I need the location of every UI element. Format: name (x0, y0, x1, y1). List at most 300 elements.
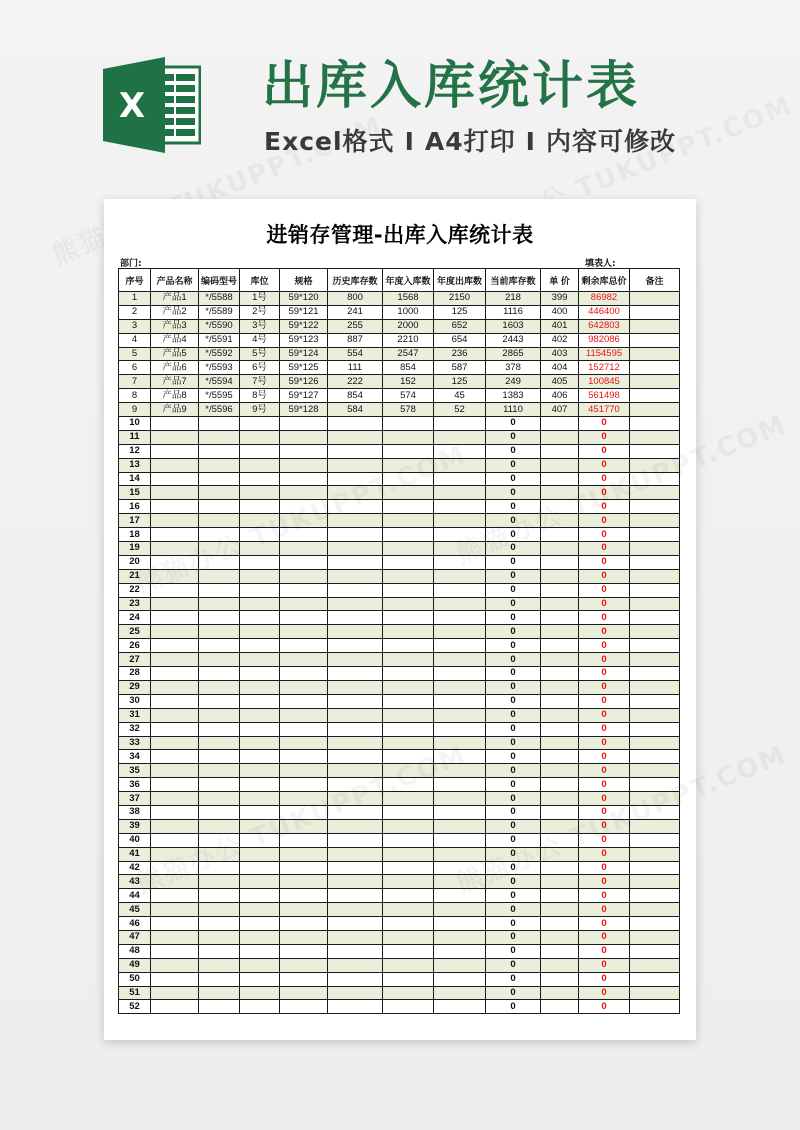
table-cell[interactable] (151, 736, 199, 750)
table-cell[interactable] (383, 903, 434, 917)
table-cell[interactable] (151, 805, 199, 819)
table-cell[interactable] (630, 903, 680, 917)
table-cell[interactable] (630, 708, 680, 722)
column-header[interactable]: 库位 (240, 269, 280, 292)
table-cell[interactable]: 402 (541, 333, 579, 347)
table-cell[interactable]: 0 (486, 667, 541, 681)
table-cell[interactable] (199, 694, 240, 708)
table-cell[interactable]: 59*128 (280, 403, 328, 417)
table-cell[interactable]: 218 (486, 292, 541, 306)
table-cell[interactable] (541, 625, 579, 639)
table-cell[interactable] (199, 611, 240, 625)
table-cell[interactable] (328, 514, 383, 528)
table-cell[interactable] (240, 555, 280, 569)
table-cell[interactable] (630, 778, 680, 792)
table-cell[interactable] (199, 930, 240, 944)
table-cell[interactable] (541, 917, 579, 931)
table-cell[interactable] (434, 542, 486, 556)
table-cell[interactable] (630, 583, 680, 597)
table-cell[interactable] (328, 611, 383, 625)
row-number-cell[interactable]: 12 (119, 444, 151, 458)
table-cell[interactable]: */5592 (199, 347, 240, 361)
table-cell[interactable] (328, 819, 383, 833)
table-cell[interactable] (199, 819, 240, 833)
table-cell[interactable] (151, 764, 199, 778)
row-number-cell[interactable]: 21 (119, 569, 151, 583)
table-cell[interactable] (199, 778, 240, 792)
table-cell[interactable] (328, 472, 383, 486)
table-cell[interactable] (434, 680, 486, 694)
table-cell[interactable]: 400 (541, 305, 579, 319)
table-cell[interactable] (280, 444, 328, 458)
table-cell[interactable] (541, 597, 579, 611)
table-cell[interactable]: 406 (541, 389, 579, 403)
total-value-cell[interactable]: 1154595 (579, 347, 630, 361)
table-cell[interactable]: 0 (486, 764, 541, 778)
table-cell[interactable] (434, 819, 486, 833)
table-cell[interactable] (434, 597, 486, 611)
table-cell[interactable] (199, 708, 240, 722)
table-cell[interactable] (240, 764, 280, 778)
table-cell[interactable] (328, 930, 383, 944)
table-cell[interactable] (151, 694, 199, 708)
table-cell[interactable] (240, 1000, 280, 1014)
table-cell[interactable] (383, 792, 434, 806)
table-cell[interactable] (240, 778, 280, 792)
table-cell[interactable]: 0 (486, 486, 541, 500)
table-cell[interactable] (541, 500, 579, 514)
table-cell[interactable]: 403 (541, 347, 579, 361)
table-cell[interactable] (280, 694, 328, 708)
table-cell[interactable] (151, 722, 199, 736)
table-cell[interactable] (541, 417, 579, 431)
table-cell[interactable]: 854 (383, 361, 434, 375)
table-cell[interactable] (541, 583, 579, 597)
table-cell[interactable] (240, 417, 280, 431)
total-value-cell[interactable]: 0 (579, 417, 630, 431)
table-cell[interactable] (199, 875, 240, 889)
table-cell[interactable] (383, 680, 434, 694)
table-cell[interactable]: 0 (486, 514, 541, 528)
table-cell[interactable] (630, 722, 680, 736)
table-cell[interactable] (151, 542, 199, 556)
table-cell[interactable] (151, 1000, 199, 1014)
table-cell[interactable] (199, 444, 240, 458)
table-cell[interactable]: 1116 (486, 305, 541, 319)
table-cell[interactable]: 0 (486, 583, 541, 597)
table-cell[interactable] (383, 972, 434, 986)
table-cell[interactable] (199, 986, 240, 1000)
row-number-cell[interactable]: 14 (119, 472, 151, 486)
table-cell[interactable] (240, 680, 280, 694)
table-cell[interactable] (541, 903, 579, 917)
total-value-cell[interactable]: 0 (579, 930, 630, 944)
table-cell[interactable] (383, 417, 434, 431)
table-cell[interactable]: 0 (486, 875, 541, 889)
total-value-cell[interactable]: 86982 (579, 292, 630, 306)
table-cell[interactable]: 产品9 (151, 403, 199, 417)
table-cell[interactable] (541, 708, 579, 722)
table-cell[interactable] (151, 528, 199, 542)
column-header[interactable]: 年度入库数 (383, 269, 434, 292)
table-cell[interactable] (199, 458, 240, 472)
row-number-cell[interactable]: 4 (119, 333, 151, 347)
table-cell[interactable] (151, 611, 199, 625)
table-cell[interactable]: 0 (486, 680, 541, 694)
total-value-cell[interactable]: 0 (579, 708, 630, 722)
table-cell[interactable]: 578 (383, 403, 434, 417)
table-cell[interactable] (328, 430, 383, 444)
table-cell[interactable] (240, 917, 280, 931)
row-number-cell[interactable]: 17 (119, 514, 151, 528)
table-cell[interactable] (541, 750, 579, 764)
table-cell[interactable] (199, 847, 240, 861)
row-number-cell[interactable]: 40 (119, 833, 151, 847)
table-cell[interactable] (434, 889, 486, 903)
total-value-cell[interactable]: 0 (579, 847, 630, 861)
table-cell[interactable]: 0 (486, 528, 541, 542)
table-cell[interactable] (630, 944, 680, 958)
table-cell[interactable] (280, 903, 328, 917)
table-cell[interactable] (383, 833, 434, 847)
table-cell[interactable]: 0 (486, 861, 541, 875)
total-value-cell[interactable]: 0 (579, 764, 630, 778)
total-value-cell[interactable]: 0 (579, 639, 630, 653)
table-cell[interactable] (240, 750, 280, 764)
row-number-cell[interactable]: 32 (119, 722, 151, 736)
table-cell[interactable]: 887 (328, 333, 383, 347)
total-value-cell[interactable]: 0 (579, 972, 630, 986)
total-value-cell[interactable]: 0 (579, 694, 630, 708)
table-cell[interactable] (541, 458, 579, 472)
table-cell[interactable]: */5593 (199, 361, 240, 375)
table-cell[interactable] (240, 625, 280, 639)
row-number-cell[interactable]: 36 (119, 778, 151, 792)
table-cell[interactable] (199, 889, 240, 903)
table-cell[interactable] (151, 472, 199, 486)
row-number-cell[interactable]: 20 (119, 555, 151, 569)
total-value-cell[interactable]: 0 (579, 944, 630, 958)
table-cell[interactable]: */5596 (199, 403, 240, 417)
row-number-cell[interactable]: 18 (119, 528, 151, 542)
table-cell[interactable] (328, 569, 383, 583)
row-number-cell[interactable]: 33 (119, 736, 151, 750)
table-cell[interactable]: 产品1 (151, 292, 199, 306)
table-cell[interactable] (280, 625, 328, 639)
table-cell[interactable] (280, 458, 328, 472)
table-cell[interactable]: 0 (486, 472, 541, 486)
table-cell[interactable] (151, 500, 199, 514)
table-cell[interactable] (383, 639, 434, 653)
table-cell[interactable]: 554 (328, 347, 383, 361)
table-cell[interactable] (541, 639, 579, 653)
table-cell[interactable] (383, 708, 434, 722)
table-cell[interactable] (151, 792, 199, 806)
table-cell[interactable] (240, 819, 280, 833)
table-cell[interactable] (630, 597, 680, 611)
row-number-cell[interactable]: 24 (119, 611, 151, 625)
table-cell[interactable] (630, 680, 680, 694)
table-cell[interactable]: 5号 (240, 347, 280, 361)
table-cell[interactable]: 产品4 (151, 333, 199, 347)
row-number-cell[interactable]: 15 (119, 486, 151, 500)
row-number-cell[interactable]: 3 (119, 319, 151, 333)
total-value-cell[interactable]: 0 (579, 458, 630, 472)
row-number-cell[interactable]: 45 (119, 903, 151, 917)
table-cell[interactable] (434, 611, 486, 625)
table-cell[interactable] (383, 736, 434, 750)
table-cell[interactable] (328, 764, 383, 778)
table-cell[interactable] (240, 889, 280, 903)
table-cell[interactable] (151, 875, 199, 889)
table-cell[interactable] (151, 514, 199, 528)
table-cell[interactable] (151, 708, 199, 722)
table-cell[interactable]: 3号 (240, 319, 280, 333)
table-cell[interactable] (280, 583, 328, 597)
column-header[interactable]: 编码型号 (199, 269, 240, 292)
table-cell[interactable] (199, 764, 240, 778)
table-cell[interactable] (328, 444, 383, 458)
table-cell[interactable] (240, 861, 280, 875)
table-cell[interactable]: */5588 (199, 292, 240, 306)
table-cell[interactable] (630, 1000, 680, 1014)
row-number-cell[interactable]: 10 (119, 417, 151, 431)
table-cell[interactable] (280, 833, 328, 847)
table-cell[interactable] (240, 875, 280, 889)
total-value-cell[interactable]: 0 (579, 833, 630, 847)
table-cell[interactable] (630, 917, 680, 931)
table-cell[interactable]: 125 (434, 305, 486, 319)
table-cell[interactable] (199, 722, 240, 736)
table-cell[interactable] (328, 555, 383, 569)
table-cell[interactable] (199, 944, 240, 958)
table-cell[interactable] (240, 667, 280, 681)
table-cell[interactable]: 1110 (486, 403, 541, 417)
table-cell[interactable]: 0 (486, 833, 541, 847)
row-number-cell[interactable]: 19 (119, 542, 151, 556)
table-cell[interactable] (280, 555, 328, 569)
table-cell[interactable] (383, 875, 434, 889)
table-cell[interactable]: 2号 (240, 305, 280, 319)
table-cell[interactable] (240, 653, 280, 667)
table-cell[interactable] (630, 625, 680, 639)
table-cell[interactable]: 52 (434, 403, 486, 417)
table-cell[interactable] (630, 569, 680, 583)
table-cell[interactable] (630, 514, 680, 528)
row-number-cell[interactable]: 2 (119, 305, 151, 319)
row-number-cell[interactable]: 51 (119, 986, 151, 1000)
table-cell[interactable]: 0 (486, 542, 541, 556)
row-number-cell[interactable]: 31 (119, 708, 151, 722)
table-cell[interactable]: 2547 (383, 347, 434, 361)
table-cell[interactable] (151, 667, 199, 681)
table-cell[interactable] (434, 750, 486, 764)
table-cell[interactable] (541, 778, 579, 792)
table-cell[interactable] (541, 764, 579, 778)
table-cell[interactable] (383, 542, 434, 556)
table-cell[interactable] (151, 555, 199, 569)
table-cell[interactable] (630, 333, 680, 347)
table-cell[interactable] (541, 958, 579, 972)
table-cell[interactable] (383, 625, 434, 639)
table-cell[interactable] (541, 861, 579, 875)
table-cell[interactable] (328, 528, 383, 542)
table-cell[interactable] (151, 430, 199, 444)
table-cell[interactable] (434, 625, 486, 639)
table-cell[interactable] (630, 736, 680, 750)
table-cell[interactable]: 0 (486, 555, 541, 569)
table-cell[interactable] (383, 722, 434, 736)
table-cell[interactable]: 0 (486, 972, 541, 986)
table-cell[interactable] (328, 903, 383, 917)
table-cell[interactable] (434, 528, 486, 542)
table-cell[interactable] (630, 930, 680, 944)
row-number-cell[interactable]: 50 (119, 972, 151, 986)
total-value-cell[interactable]: 0 (579, 861, 630, 875)
row-number-cell[interactable]: 30 (119, 694, 151, 708)
table-cell[interactable]: 574 (383, 389, 434, 403)
table-cell[interactable] (151, 917, 199, 931)
table-cell[interactable] (541, 611, 579, 625)
table-cell[interactable] (541, 542, 579, 556)
table-cell[interactable] (280, 597, 328, 611)
table-cell[interactable] (151, 847, 199, 861)
table-cell[interactable] (280, 972, 328, 986)
table-cell[interactable] (630, 375, 680, 389)
table-cell[interactable] (280, 875, 328, 889)
table-cell[interactable] (434, 472, 486, 486)
row-number-cell[interactable]: 35 (119, 764, 151, 778)
table-cell[interactable] (151, 986, 199, 1000)
table-cell[interactable] (328, 542, 383, 556)
table-cell[interactable] (328, 861, 383, 875)
table-cell[interactable] (199, 430, 240, 444)
table-cell[interactable] (630, 764, 680, 778)
table-cell[interactable] (199, 583, 240, 597)
table-cell[interactable] (328, 944, 383, 958)
table-cell[interactable] (630, 319, 680, 333)
table-cell[interactable] (630, 958, 680, 972)
table-cell[interactable] (280, 569, 328, 583)
table-cell[interactable]: */5591 (199, 333, 240, 347)
table-cell[interactable]: 0 (486, 625, 541, 639)
table-cell[interactable] (630, 305, 680, 319)
table-cell[interactable] (328, 889, 383, 903)
table-cell[interactable] (328, 1000, 383, 1014)
table-cell[interactable] (199, 750, 240, 764)
table-cell[interactable]: 1603 (486, 319, 541, 333)
table-cell[interactable]: 0 (486, 917, 541, 931)
total-value-cell[interactable]: 982086 (579, 333, 630, 347)
table-cell[interactable] (199, 625, 240, 639)
table-cell[interactable] (328, 917, 383, 931)
total-value-cell[interactable]: 0 (579, 750, 630, 764)
table-cell[interactable] (199, 1000, 240, 1014)
table-cell[interactable] (199, 680, 240, 694)
table-cell[interactable] (151, 889, 199, 903)
table-cell[interactable]: 0 (486, 847, 541, 861)
table-cell[interactable] (328, 792, 383, 806)
row-number-cell[interactable]: 42 (119, 861, 151, 875)
table-cell[interactable] (630, 639, 680, 653)
table-cell[interactable] (328, 500, 383, 514)
table-cell[interactable]: 654 (434, 333, 486, 347)
table-cell[interactable] (434, 847, 486, 861)
table-cell[interactable] (240, 500, 280, 514)
row-number-cell[interactable]: 48 (119, 944, 151, 958)
row-number-cell[interactable]: 7 (119, 375, 151, 389)
table-cell[interactable] (280, 639, 328, 653)
table-cell[interactable] (541, 472, 579, 486)
table-cell[interactable]: 0 (486, 778, 541, 792)
table-cell[interactable] (328, 833, 383, 847)
table-cell[interactable]: 111 (328, 361, 383, 375)
table-cell[interactable] (280, 819, 328, 833)
total-value-cell[interactable]: 0 (579, 555, 630, 569)
total-value-cell[interactable]: 0 (579, 500, 630, 514)
total-value-cell[interactable]: 0 (579, 528, 630, 542)
table-cell[interactable] (434, 583, 486, 597)
table-cell[interactable] (434, 569, 486, 583)
table-cell[interactable] (541, 444, 579, 458)
table-cell[interactable] (240, 458, 280, 472)
table-cell[interactable] (240, 944, 280, 958)
table-cell[interactable] (383, 597, 434, 611)
table-cell[interactable]: 45 (434, 389, 486, 403)
table-cell[interactable] (328, 708, 383, 722)
table-cell[interactable]: 152 (383, 375, 434, 389)
table-cell[interactable] (541, 736, 579, 750)
table-cell[interactable]: 0 (486, 903, 541, 917)
row-number-cell[interactable]: 5 (119, 347, 151, 361)
row-number-cell[interactable]: 6 (119, 361, 151, 375)
table-cell[interactable] (541, 653, 579, 667)
table-cell[interactable] (328, 597, 383, 611)
row-number-cell[interactable]: 37 (119, 792, 151, 806)
table-cell[interactable]: 0 (486, 792, 541, 806)
table-cell[interactable] (541, 1000, 579, 1014)
table-cell[interactable]: 378 (486, 361, 541, 375)
row-number-cell[interactable]: 8 (119, 389, 151, 403)
table-cell[interactable] (151, 653, 199, 667)
table-cell[interactable] (328, 736, 383, 750)
table-cell[interactable]: 399 (541, 292, 579, 306)
table-cell[interactable] (328, 972, 383, 986)
table-cell[interactable] (383, 653, 434, 667)
table-cell[interactable] (280, 736, 328, 750)
table-cell[interactable] (151, 778, 199, 792)
table-cell[interactable]: 407 (541, 403, 579, 417)
row-number-cell[interactable]: 28 (119, 667, 151, 681)
total-value-cell[interactable]: 0 (579, 444, 630, 458)
row-number-cell[interactable]: 38 (119, 805, 151, 819)
table-cell[interactable] (630, 861, 680, 875)
table-cell[interactable] (383, 472, 434, 486)
table-cell[interactable] (383, 917, 434, 931)
table-cell[interactable] (541, 722, 579, 736)
table-cell[interactable]: 0 (486, 750, 541, 764)
table-cell[interactable] (280, 430, 328, 444)
table-cell[interactable] (280, 805, 328, 819)
table-cell[interactable] (199, 486, 240, 500)
table-cell[interactable] (199, 542, 240, 556)
table-cell[interactable] (541, 555, 579, 569)
total-value-cell[interactable]: 0 (579, 1000, 630, 1014)
table-cell[interactable]: 59*124 (280, 347, 328, 361)
table-cell[interactable]: 0 (486, 708, 541, 722)
table-cell[interactable]: 0 (486, 597, 541, 611)
table-cell[interactable] (383, 805, 434, 819)
